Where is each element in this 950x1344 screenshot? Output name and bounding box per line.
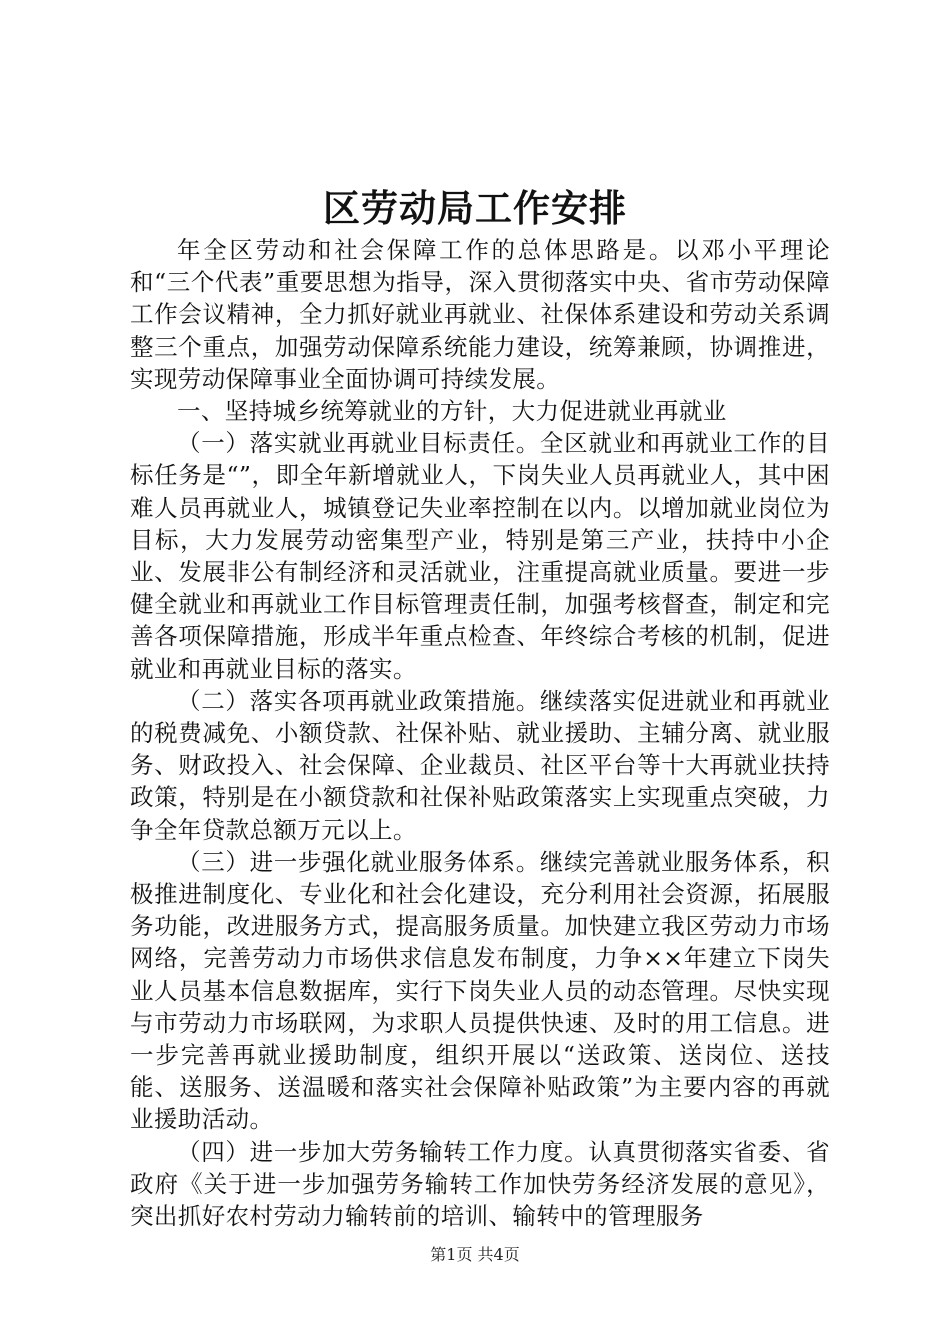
- paragraph-item-1: （一）落实就业再就业目标责任。全区就业和再就业工作的目标任务是“”，即全年新增就业人，下岗失业人员再就业人，其中困难人员再就业人，城镇登记失业率控制在以内。以增加就业岗位为目标，大力发展劳动密集型产业，特别是第三产业，扶持中小企业、发展非公有制经济和灵活就业，注重提高就业质量。要进一步健全就业和再就业工作目标管理责任制，加强考核督查，制定和完善各项保障措施，形成半年重点检查、年终综合考核的机制，促进就业和再就业目标的落实。: [130, 429, 830, 683]
- paragraph-item-4: （四）进一步加大劳务输转工作力度。认真贯彻落实省委、省政府《关于进一步加强劳务输转工作加快劳务经济发展的意见》，突出抓好农村劳动力输转前的培训、输转中的管理服务: [130, 1137, 830, 1231]
- document-title: 区劳动局工作安排: [323, 186, 627, 230]
- page-number-footer: 第1页 共4页: [430, 1245, 520, 1264]
- paragraph-overview: 年全区劳动和社会保障工作的总体思路是。以邓小平理论和“三个代表”重要思想为指导，深入贯彻落实中央、省市劳动保障工作会议精神，全力抓好就业再就业、社保体系建设和劳动关系调整三个重点，加强劳动保障系统能力建设，统筹兼顾，协调推进，实现劳动保障事业全面协调可持续发展。: [130, 236, 830, 393]
- paragraph-item-2: （二）落实各项再就业政策措施。继续落实促进就业和再就业的税费减免、小额贷款、社保补贴、就业援助、主辅分离、就业服务、财政投入、社会保障、企业裁员、社区平台等十大再就业扶持政策，特别是在小额贷款和社保补贴政策落实上实现重点突破，力争全年贷款总额万元以上。: [130, 686, 830, 844]
- section-heading-1: 一、坚持城乡统筹就业的方针，大力促进就业再就业: [177, 397, 727, 426]
- paragraph-item-3: （三）进一步强化就业服务体系。继续完善就业服务体系，积极推进制度化、专业化和社会化建设，充分利用社会资源，拓展服务功能，改进服务方式，提高服务质量。加快建立我区劳动力市场网络，完善劳动力市场供求信息发布制度，力争××年建立下岗失业人员基本信息数据库，实行下岗失业人员的动态管理。尽快实现与市劳动力市场联网，为求职人员提供快速、及时的用工信息。进一步完善再就业援助制度，组织开展以“送政策、送岗位、送技能、送服务、送温暖和落实社会保障补贴政策”为主要内容的再就业援助活动。: [130, 847, 830, 1134]
- document-body: [130, 234, 830, 1232]
